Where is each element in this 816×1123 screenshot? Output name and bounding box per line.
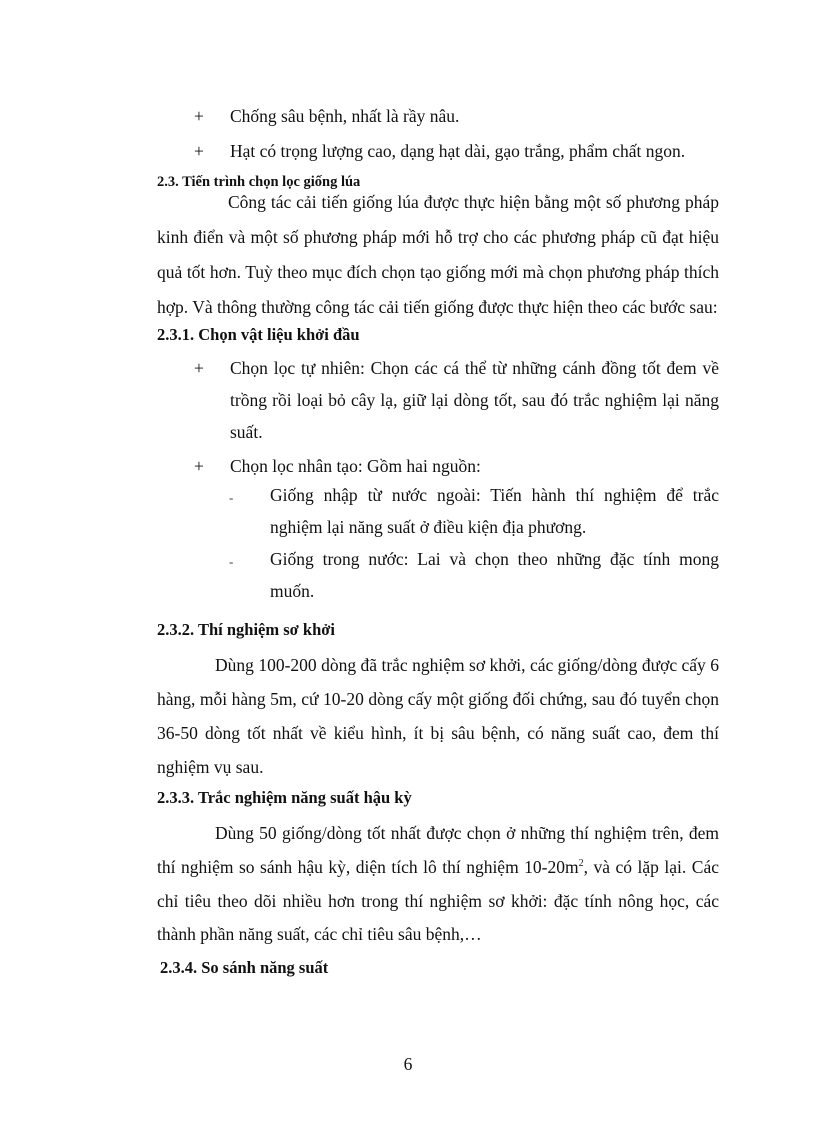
page-number: 6 [403, 1054, 413, 1074]
superscript: 2 [578, 858, 584, 870]
section-heading: 2.3.3. Trắc nghiệm năng suất hậu kỳ [157, 788, 412, 807]
paragraph-line: kinh điển và một số phương pháp mới hỗ trợ cho các phương pháp cũ đạt hiệu [157, 227, 719, 247]
paragraph-line: thành phần năng suất, các chỉ tiêu sâu bệnh,… [157, 924, 482, 944]
list-item-line: Giống trong nước: Lai và chọn theo những đặc tính mong [270, 549, 719, 569]
list-item-line: trồng rồi loại bỏ cây lạ, giữ lại dòng tốt, sau đó trắc nghiệm lại năng [230, 390, 719, 410]
paragraph-line: chỉ tiêu theo dõi nhiều hơn trong thí nghiệm sơ khởi: đặc tính nông học, các [157, 891, 719, 911]
section-heading: 2.3.4. So sánh năng suất [160, 958, 329, 977]
list-item-line: suất. [230, 422, 263, 442]
paragraph-line: hàng, mỗi hàng 5m, cứ 10-20 dòng cấy một giống đối chứng, sau đó tuyển chọn [157, 689, 719, 709]
section-heading: 2.3.1. Chọn vật liệu khởi đầu [157, 325, 360, 344]
dash-symbol: - [229, 554, 234, 569]
text-run: , và có lặp lại. Các [583, 857, 719, 877]
list-item-line: Chọn lọc tự nhiên: Chọn các cá thể từ những cánh đồng tốt đem về [230, 358, 719, 378]
bullet-symbol: + [194, 456, 204, 476]
section-heading: 2.3.2. Thí nghiệm sơ khởi [157, 620, 335, 639]
paragraph-line: quả tốt hơn. Tuỳ theo mục đích chọn tạo giống mới mà chọn phương pháp thích [157, 262, 719, 282]
paragraph-line: hợp. Và thông thường công tác cải tiến giống được thực hiện theo các bước sau: [157, 297, 718, 317]
paragraph-line: Công tác cải tiến giống lúa được thực hiện bằng một số phương pháp [228, 192, 719, 212]
bullet-symbol: + [194, 358, 204, 378]
paragraph-line: nghiệm vụ sau. [157, 757, 264, 777]
paragraph-line [157, 855, 719, 879]
text-run: thí nghiệm so sánh hậu kỳ, diện tích lô thí nghiệm 10-20m [157, 857, 579, 877]
bullet-text: Hạt có trọng lượng cao, dạng hạt dài, gạo trắng, phẩm chất ngon. [230, 141, 686, 161]
dash-symbol: - [229, 490, 234, 505]
paragraph-line: Dùng 100-200 dòng đã trắc nghiệm sơ khởi, các giống/dòng được cấy 6 [215, 655, 719, 675]
list-item-line: Chọn lọc nhân tạo: Gồm hai nguồn: [230, 456, 481, 476]
bullet-symbol: + [194, 106, 204, 126]
list-item-line: Giống nhập từ nước ngoài: Tiến hành thí nghiệm để trắc [270, 485, 719, 505]
section-heading: 2.3. Tiến trình chọn lọc giống lúa [157, 174, 361, 190]
list-item-line: nghiệm lại năng suất ở điều kiện địa phương. [270, 517, 587, 537]
bullet-text: Chống sâu bệnh, nhất là rầy nâu. [230, 106, 460, 126]
list-item-line: muốn. [270, 581, 315, 601]
bullet-symbol: + [194, 141, 204, 161]
paragraph-line: Dùng 50 giống/dòng tốt nhất được chọn ở những thí nghiệm trên, đem [215, 823, 719, 843]
paragraph-line: 36-50 dòng tốt nhất về kiểu hình, ít bị sâu bệnh, có năng suất cao, đem thí [157, 723, 719, 743]
